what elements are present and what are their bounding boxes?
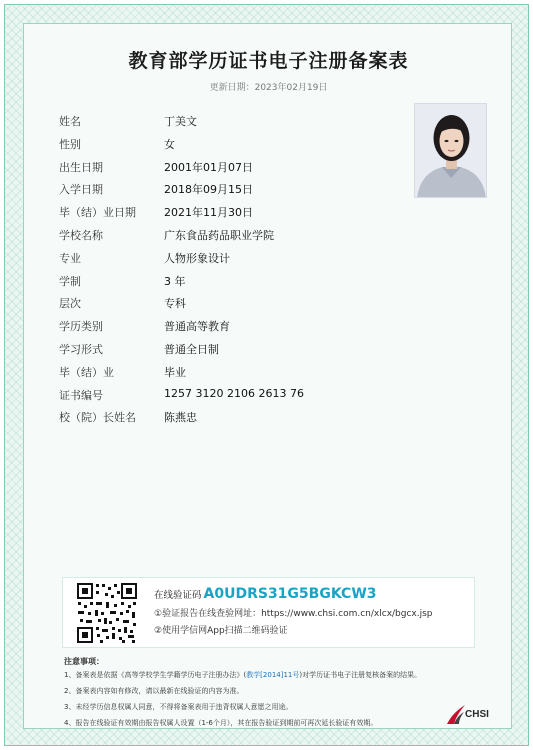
field-row-certificate-number	[59, 384, 419, 407]
note-text: 1、备案表是依据《高等学校学生学籍学历电子注册办法》(	[64, 671, 247, 679]
field-label: 性别	[59, 137, 81, 151]
note-item: 3、未经学历信息权属人同意，不得将备案表用于违背权属人意愿之用途。	[64, 703, 293, 711]
field-label: 学习形式	[59, 342, 103, 356]
note-item: 2、备案表内容如有修改，请以最新在线验证的内容为准。	[64, 687, 244, 695]
field-value: 女	[164, 137, 175, 151]
field-label: 出生日期	[59, 160, 103, 174]
field-label: 入学日期	[59, 183, 103, 197]
note-text: )对学历证书电子注册复核备案的结果。	[299, 671, 422, 679]
field-value: 专科	[164, 297, 186, 311]
field-row-graduation-date	[59, 201, 419, 224]
field-label: 专业	[59, 251, 81, 265]
chsi-logo-icon	[445, 702, 467, 726]
field-label: 层次	[59, 297, 81, 311]
field-value: 人物形象设计	[164, 251, 230, 265]
field-label: 证书编号	[59, 388, 103, 402]
verification-info	[154, 586, 433, 636]
notes-title: 注意事项：	[64, 657, 104, 666]
field-value: 毕业	[164, 365, 186, 379]
field-label: 校（院）长姓名	[59, 411, 136, 425]
field-row-level	[59, 292, 419, 315]
document-title: 教育部学历证书电子注册备案表	[128, 50, 409, 72]
field-label: 毕（结）业日期	[59, 206, 136, 220]
field-row-education-type	[59, 315, 419, 338]
field-label: 毕（结）业	[59, 365, 114, 379]
field-row-name	[59, 110, 419, 133]
field-row-major	[59, 247, 419, 270]
field-label: 学制	[59, 274, 81, 288]
qr-code-icon[interactable]	[76, 582, 138, 644]
verification-code-label: 在线验证码	[154, 590, 202, 601]
notes-section	[64, 656, 484, 734]
certificate-frame	[4, 4, 529, 746]
field-row-president	[59, 406, 419, 429]
field-value: 普通高等教育	[164, 320, 230, 334]
chsi-logo-text: CHSI	[465, 709, 489, 720]
field-value: 3 年	[164, 274, 186, 288]
field-value: 陈燕忠	[164, 411, 197, 425]
update-date: 更新日期：2023年02月19日	[209, 83, 328, 93]
field-row-study-mode	[59, 338, 419, 361]
note-item: 4、报告在线验证有效期由报告权属人设置（1-6个月），其在报告验证到期前可再次延长验证有效期。	[64, 719, 378, 727]
field-row-graduation-status	[59, 361, 419, 384]
field-row-gender	[59, 133, 419, 156]
field-value: 2001年01月07日	[164, 160, 253, 174]
verification-box	[62, 577, 475, 648]
field-label: 姓名	[59, 115, 81, 128]
field-value: 1257 3120 2106 2613 76	[164, 386, 304, 400]
field-row-duration	[59, 270, 419, 293]
verification-app-line: ②使用学信网App扫描二维码验证	[154, 626, 288, 636]
field-value: 2021年11月30日	[164, 206, 253, 220]
field-row-school	[59, 224, 419, 247]
verification-code: A0UDRS31G5BGKCW3	[203, 586, 377, 602]
field-row-enroll-date	[59, 178, 419, 201]
student-photo	[414, 103, 487, 198]
field-value: 2018年09月15日	[164, 183, 253, 197]
chsi-logo	[445, 700, 505, 726]
field-value: 普通全日制	[164, 342, 219, 356]
verification-url-line[interactable]: ①验证报告在线查验网址：https://www.chsi.com.cn/xlcx/bgcx.jsp	[154, 609, 433, 619]
note-item	[64, 670, 484, 680]
field-value: 广东食品药品职业学院	[164, 228, 274, 242]
portrait-image	[415, 104, 487, 198]
field-label: 学历类别	[59, 320, 103, 334]
field-row-birth-date	[59, 156, 419, 179]
info-fields	[59, 110, 419, 429]
certificate-body	[23, 23, 512, 729]
field-label: 学校名称	[59, 228, 103, 242]
field-value: 丁美文	[164, 115, 197, 128]
regulation-link[interactable]: 教学[2014]11号	[246, 671, 300, 679]
